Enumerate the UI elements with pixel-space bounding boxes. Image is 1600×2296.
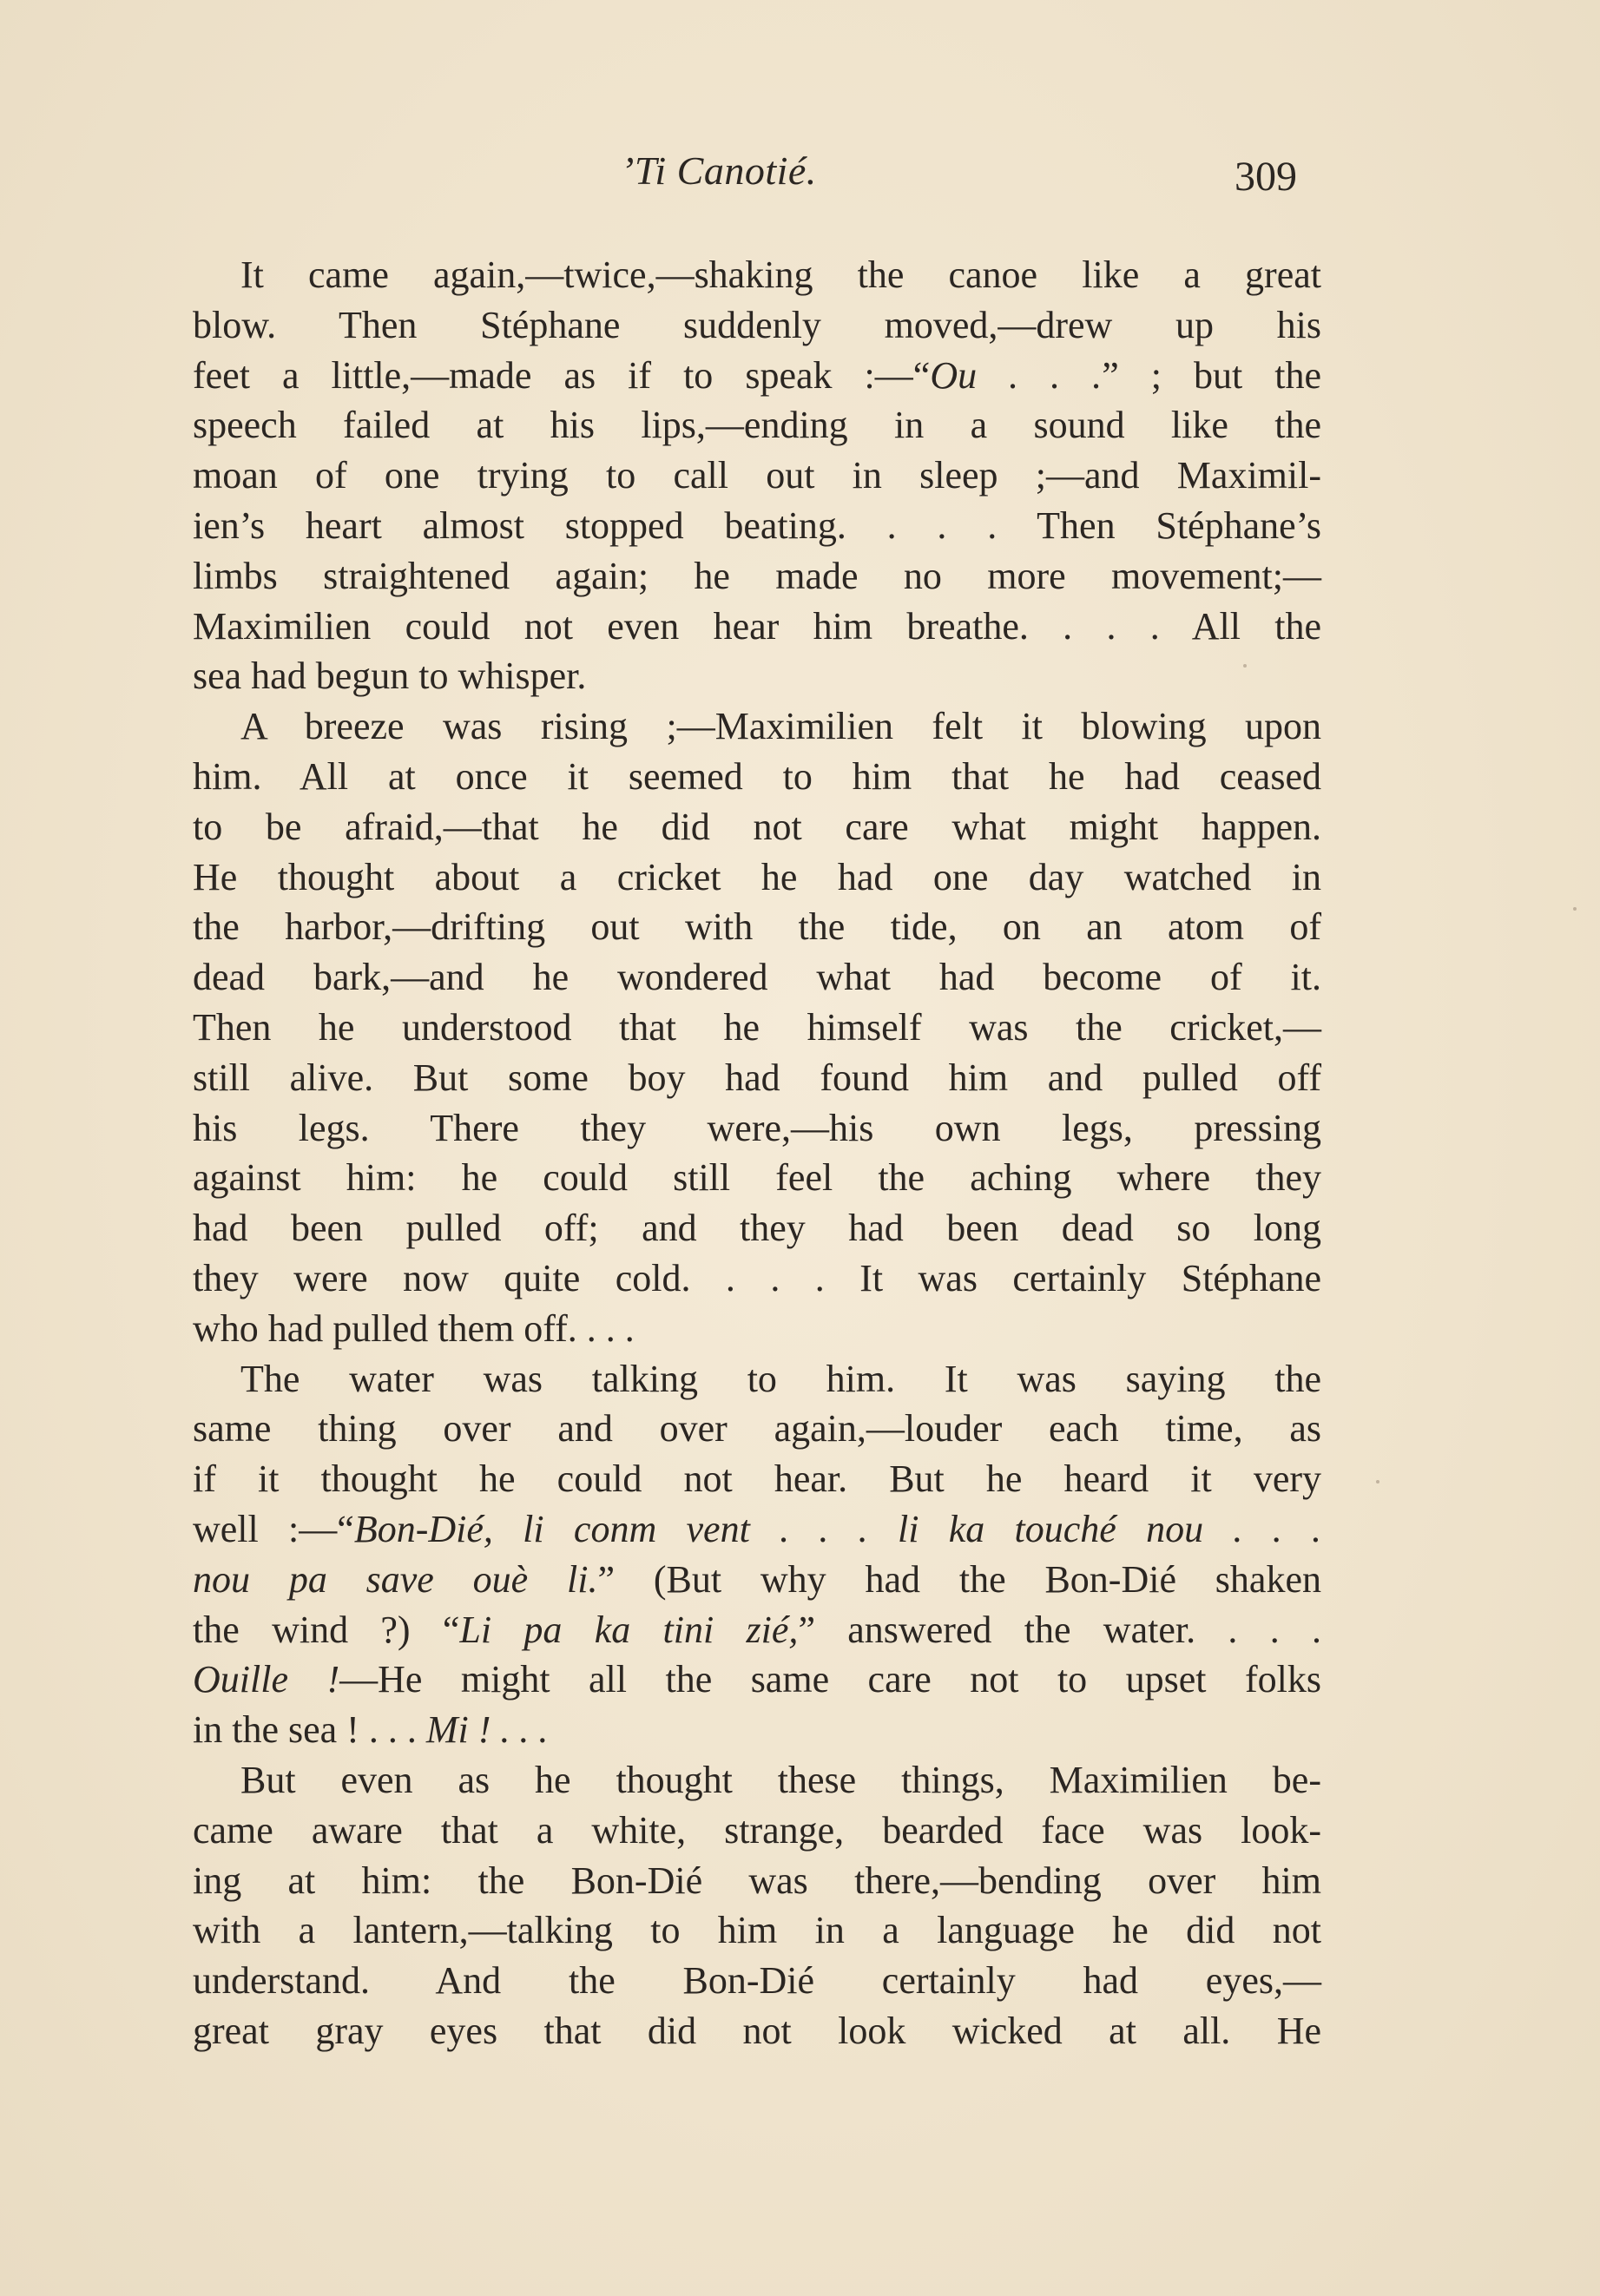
text-line: The water was talking to him. It was saying the [240,1357,1321,1400]
text-line: had been pulled off; and they had been dead so long [193,1207,1321,1250]
running-title: ’Ti Canotié. [621,148,817,193]
text-line: with a lantern,—talking to him in a language he did not [193,1909,1321,1952]
paper-speck [1243,664,1247,668]
text-line [193,1705,1321,1755]
text-span: ” (But why had the Bon-Dié shaken [597,1557,1321,1601]
text-line: came aware that a white, strange, bearded face was look- [193,1808,1321,1852]
text-line: ing at him: the Bon-Dié was there,—bending over him [193,1859,1321,1902]
text-line [193,1504,1321,1555]
text-line: great gray eyes that did not look wicked at all. He [193,2009,1321,2052]
running-head [0,148,1600,217]
text-line: still alive. But some boy had found him and pulled off [193,1056,1321,1099]
text-line: him. All at once it seemed to him that he had ceased [193,754,1321,798]
text-line [193,351,1321,401]
text-line: same thing over and over again,—louder each time, as [193,1407,1321,1451]
text-line: against him: he could still feel the aching where they [193,1156,1321,1200]
text-line: his legs. There they were,—his own legs, pressing [193,1106,1321,1149]
text-span: in the sea ! . . . [193,1708,426,1752]
text-line: the harbor,—drifting out with the tide, on an atom of [193,905,1321,949]
italic-span: Ouille ! [193,1658,340,1701]
paper-speck [1376,1480,1379,1484]
text-span: the wind ?) “ [193,1608,460,1651]
text-line: understand. And the Bon-Dié certainly had eyes,— [193,1959,1321,2003]
text-line: ien’s heart almost stopped beating. . . . Then Stéphane’s [193,503,1321,547]
italic-span: nou pa save ouè li. [193,1557,598,1601]
text-span: ” ; but the [1102,353,1322,397]
text-line: Then he understood that he himself was the cricket,— [193,1005,1321,1049]
body-text [193,250,1321,2056]
text-line: moan of one trying to call out in sleep ;—and Maximil- [193,454,1321,497]
page-number: 309 [1235,154,1297,200]
text-line: He thought about a cricket he had one day watched in [193,855,1321,898]
text-line: sea had begun to whisper. [193,655,587,698]
text-line: But even as he thought these things, Maximilien be- [240,1758,1321,1801]
text-span: feet a little,—made as if to speak :—“ [193,353,931,397]
text-span: —He might all the same care not to upset folks [339,1658,1321,1701]
text-line: blow. Then Stéphane suddenly moved,—drew up his [193,303,1321,346]
text-line: if it thought he could not hear. But he heard it very [193,1457,1321,1501]
text-span: well :—“ [193,1507,354,1550]
text-line: Maximilien could not even hear him breathe. . . . All the [193,604,1321,648]
text-line: limbs straightened again; he made no more movement;— [193,554,1321,597]
paper-speck [1573,907,1577,911]
text-line [193,1555,1321,1605]
text-line [193,1655,1321,1705]
text-line: who had pulled them off. . . . [193,1306,635,1350]
text-line: speech failed at his lips,—ending in a sound like the [193,404,1321,447]
italic-span: Mi ! . . . [425,1708,549,1752]
italic-span: Bon-Dié, li conm vent . . . li ka touché nou . . . [353,1507,1322,1550]
text-line: they were now quite cold. . . . It was certainly Stéphane [193,1256,1321,1299]
italic-span: Li pa ka tini zié, [459,1608,799,1651]
text-line: dead bark,—and he wondered what had become of it. [193,956,1321,999]
text-span: ” answered the water. . . . [798,1608,1322,1651]
text-line: It came again,—twice,—shaking the canoe like a great [240,253,1321,296]
text-line: A breeze was rising ;—Maximilien felt it blowing upon [240,705,1321,748]
italic-span: Ou . . . [930,353,1103,397]
text-line [193,1605,1321,1655]
text-line: to be afraid,—that he did not care what might happen. [193,805,1321,848]
